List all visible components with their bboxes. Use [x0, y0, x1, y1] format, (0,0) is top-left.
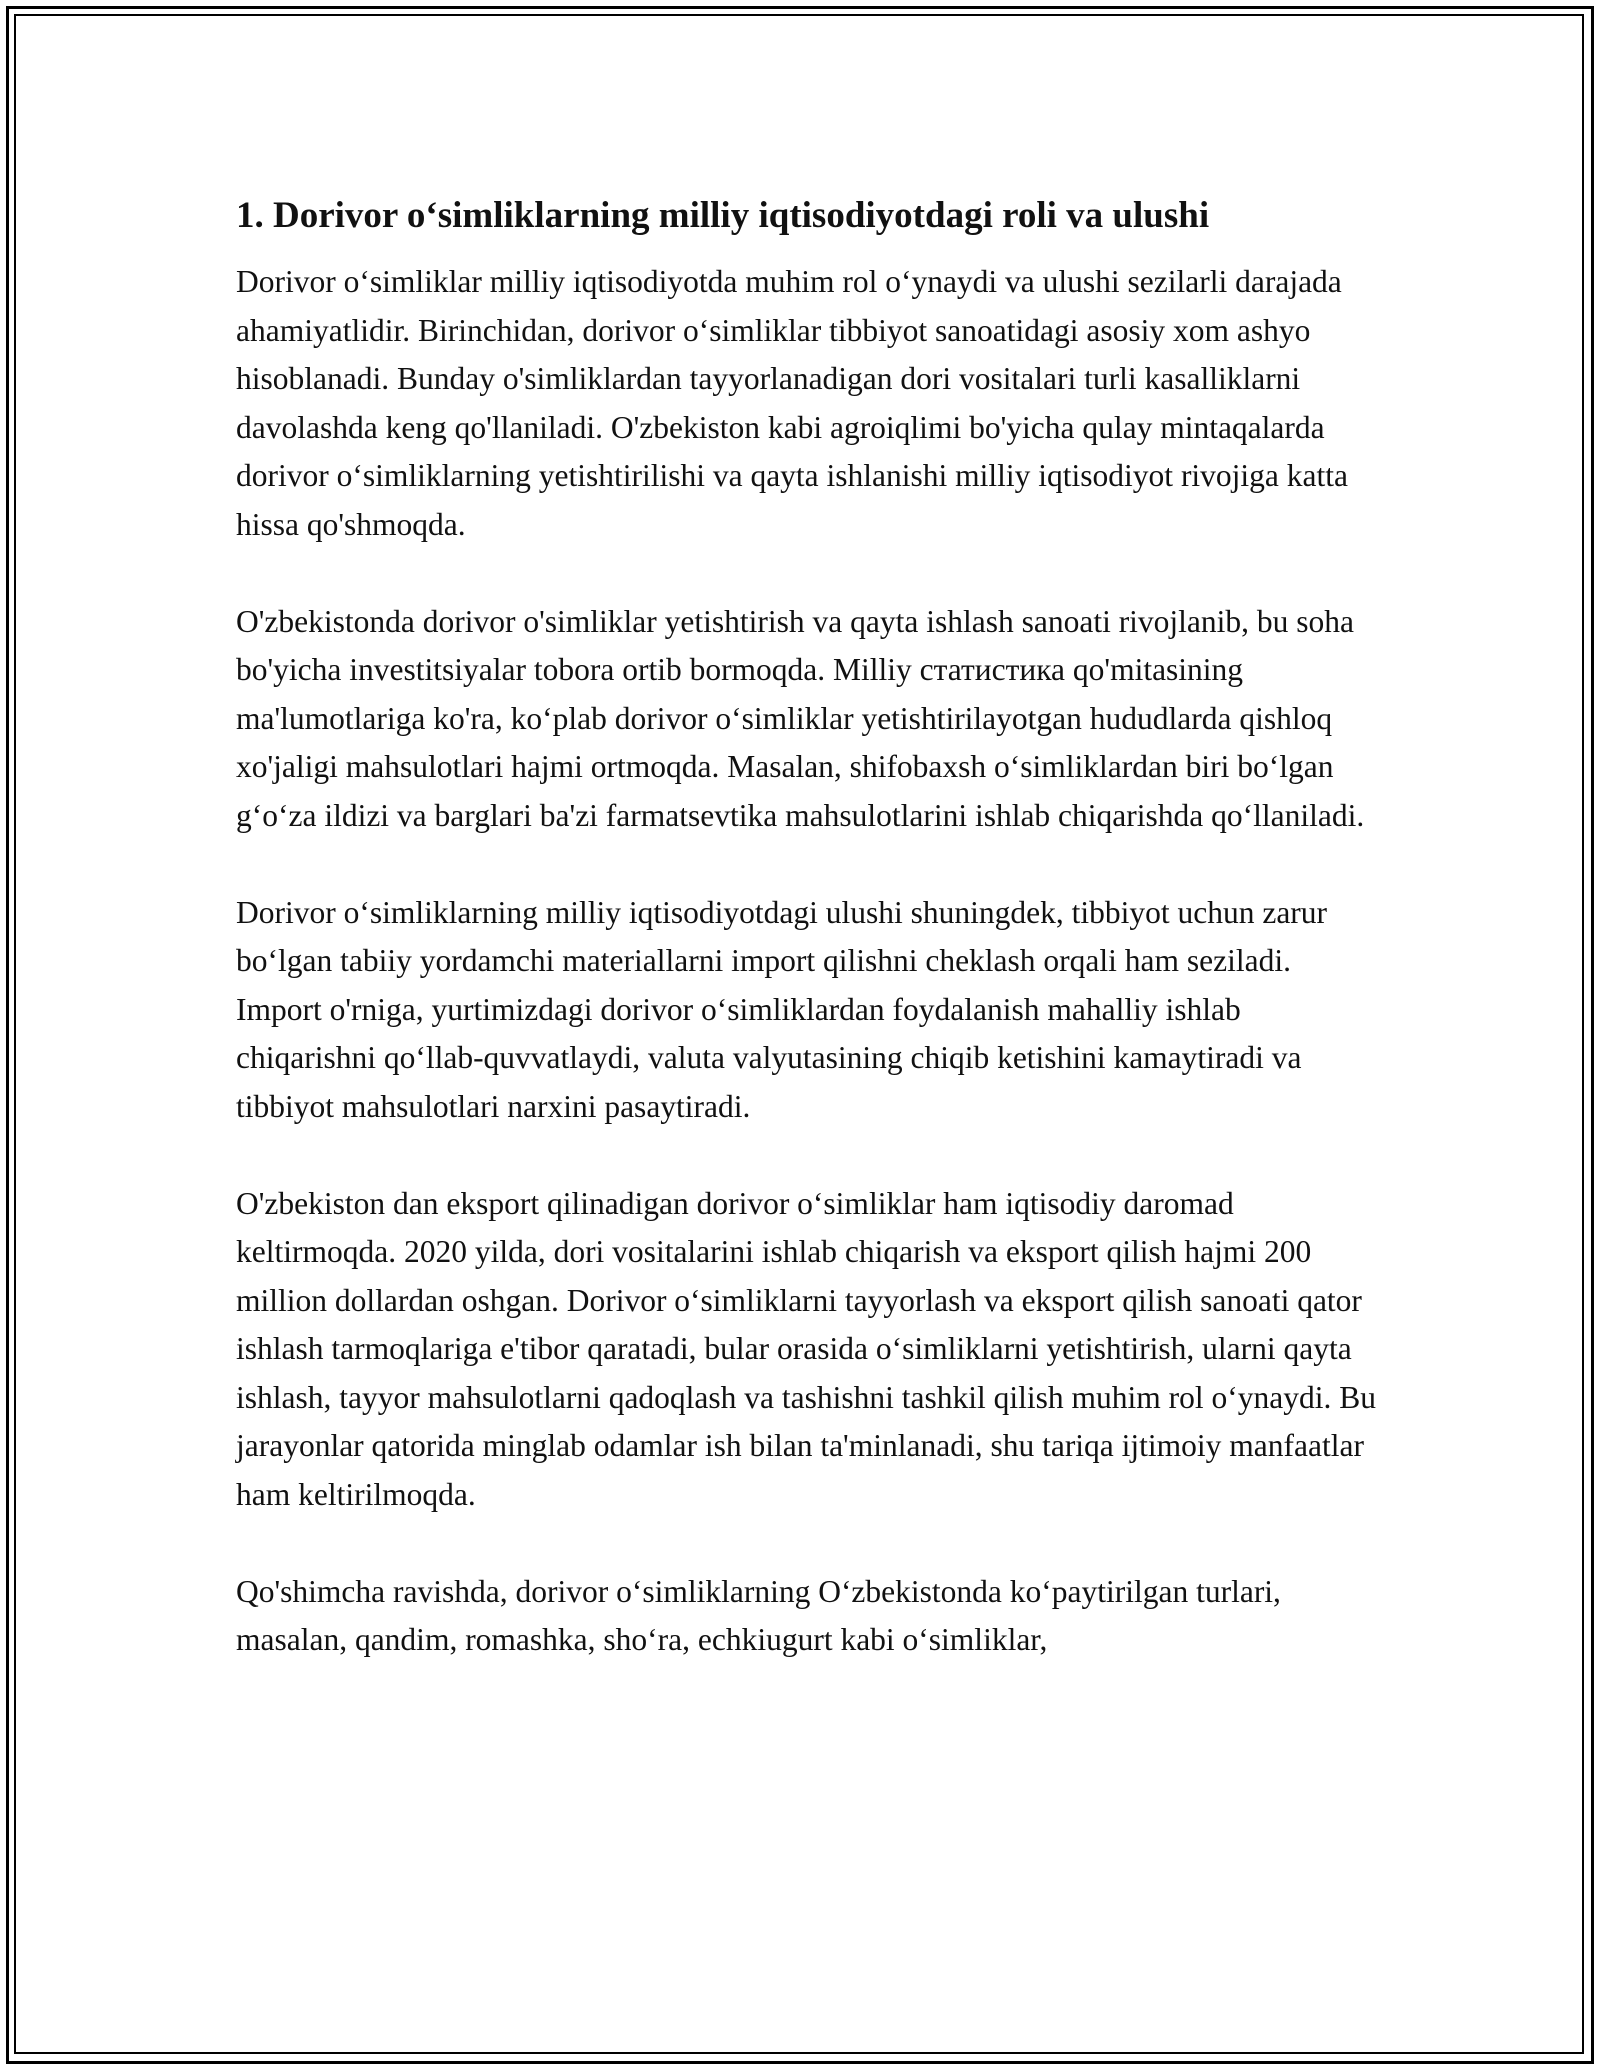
section-heading: 1. Dorivor o‘simliklarning milliy iqtisodiyotdagi roli va ulushi: [236, 195, 1210, 236]
paragraph-1: Dorivor o‘simliklar milliy iqtisodiyotda muhim rol o‘ynaydi va ulushi sezilarli darajada ahamiyatlidir. Birinchidan, dorivor o‘simliklar tibbiyot sanoatidagi asosiy xom ashyo hisoblanadi. Bunday o'simliklardan tayyorlanadigan dori vositalari turli kasalliklarni davolashda keng qo'llaniladi. O'zbekiston kabi agroiqlimi bo'yicha qulay mintaqalarda dorivor o‘simliklarning yetishtirilishi va qayta ishlanishi milliy iqtisodiyot rivojiga katta hissa qo'shmoqda.: [236, 264, 1349, 542]
paragraph-5: Qo'shimcha ravishda, dorivor o‘simliklarning O‘zbekistonda ko‘paytirilgan turlari, masalan, qandim, romashka, sho‘ra, echkiugurt kabi o‘simliklar,: [236, 1573, 1281, 1657]
paragraph-4: O'zbekiston dan eksport qilinadigan dorivor o‘simliklar ham iqtisodiy daromad keltirmoqda. 2020 yilda, dori vositalarini ishlab chiqarish va eksport qilish hajmi 200 million dollardan oshgan. Dorivor o‘simliklarni tayyorlash va eksport qilish sanoati qator ishlash tarmoqlariga e'tibor qaratadi, bular orasida o‘simliklarni yetishtirish, ularni qayta ishlash, tayyor mahsulotlarni qadoqlash va tashishni tashkil qilish muhim rol o‘ynaydi. Bu jarayonlar qatorida minglab odamlar ish bilan ta'minlanadi, shu tariqa ijtimoiy manfaatlar ham keltirilmoqda.: [236, 1185, 1377, 1512]
document-body: [236, 180, 1376, 1713]
paragraph-3: Dorivor o‘simliklarning milliy iqtisodiyotdagi ulushi shuningdek, tibbiyot uchun zarur bo‘lgan tabiiy yordamchi materiallarni import qilishni cheklash orqali ham seziladi. Import o'rniga, yurtimizdagi dorivor o‘simliklardan foydalanish mahalliy ishlab chiqarishni qo‘llab-quvvatlaydi, valuta valyutasining chiqib ketishini kamaytiradi va tibbiyot mahsulotlari narxini pasaytiradi.: [236, 894, 1328, 1124]
paragraph-2: O'zbekistonda dorivor o'simliklar yetishtirish va qayta ishlash sanoati rivojlanib, bu soha bo'yicha investitsiyalar tobora ortib bormoqda. Milliy статистика qo'mitasining ma'lumotlariga ko'ra, ko‘plab dorivor o‘simliklar yetishtirilayotgan hududlarda qishloq xo'jaligi mahsulotlari hajmi ortmoqda. Masalan, shifobaxsh o‘simliklardan biri bo‘lgan g‘o‘za ildizi va barglari ba'zi farmatsevtika mahsulotlarini ishlab chiqarishda qo‘llaniladi.: [236, 603, 1365, 833]
